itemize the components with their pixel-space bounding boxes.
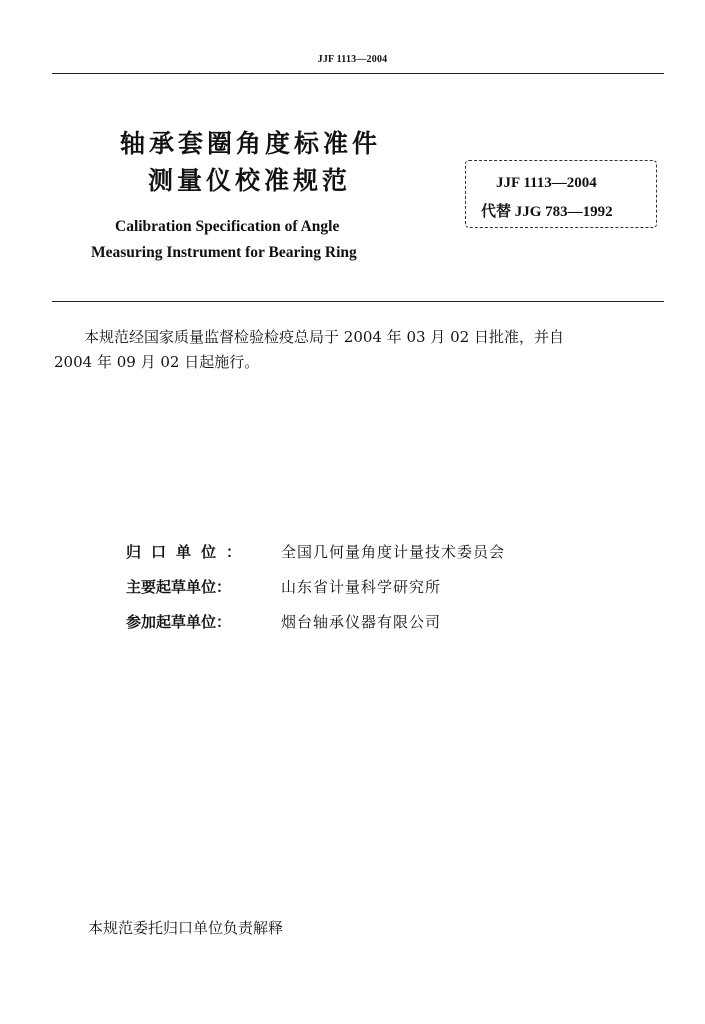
title-en-line-2: Measuring Instrument for Bearing Ring	[91, 244, 357, 261]
standard-code-header: JJF 1113—2004	[317, 54, 388, 65]
org-value: 山东省计量科学研究所	[281, 578, 442, 596]
replaces-standard: 代替 JJG 783—1992	[481, 204, 613, 220]
org-label: 归口单位：	[126, 543, 252, 561]
approval-text-line-2: 2004 年 09 月 02 日起施行。	[54, 353, 260, 371]
approval-text-line-1: 本规范经国家质量监督检验检疫总局于 2004 年 03 月 02 日批准，并自	[84, 328, 564, 346]
title-en-line-1: Calibration Specification of Angle	[115, 218, 340, 235]
org-value: 全国几何量角度计量技术委员会	[281, 543, 506, 561]
org-value: 烟台轴承仪器有限公司	[281, 613, 442, 631]
org-label: 参加起草单位：	[126, 613, 232, 631]
interpretation-note: 本规范委托归口单位负责解释	[88, 919, 284, 937]
title-cn-line-2: 测量仪校准规范	[148, 166, 352, 195]
org-row-responsible	[126, 541, 505, 562]
title-cn-line-1: 轴承套圈角度标准件	[120, 129, 382, 158]
top-divider	[52, 73, 664, 74]
middle-divider	[52, 301, 664, 302]
org-row-participating-drafter	[126, 611, 441, 632]
standard-code: JJF 1113—2004	[496, 175, 597, 191]
org-label: 主要起草单位：	[126, 578, 232, 596]
org-row-main-drafter	[126, 576, 441, 597]
